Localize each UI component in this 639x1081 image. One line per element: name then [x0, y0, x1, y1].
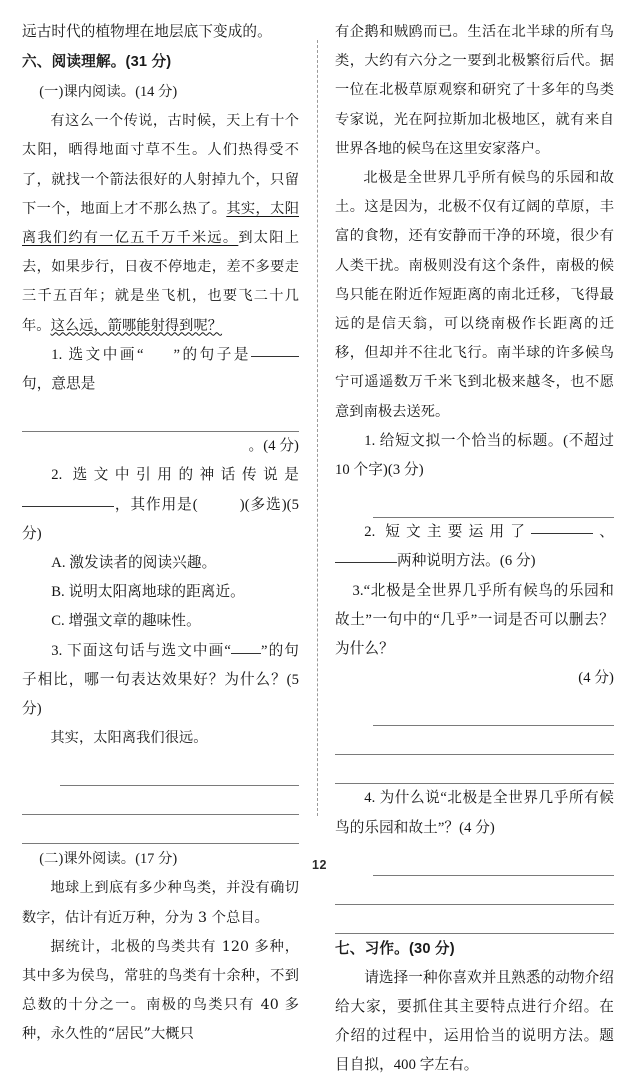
- question-2-number: 2.: [51, 467, 63, 484]
- question-2-text-after: ，其作用是(: [114, 496, 198, 513]
- question-2: [22, 461, 299, 549]
- section-heading-seven: 七、习作。(30 分): [335, 940, 455, 957]
- question-3-text-after: ”的句子相比，哪一句表达效果好？为什么？(5 分): [22, 642, 299, 718]
- question-2-blank-1[interactable]: [22, 506, 114, 507]
- question-3-quoted-sentence: 其实，太阳离我们很远。: [50, 730, 208, 747]
- two-column-body: [0, 18, 639, 1074]
- question-1: [22, 341, 299, 399]
- answer-line[interactable]: [335, 697, 614, 726]
- page-number: 12: [312, 858, 327, 872]
- question-2-option-c[interactable]: C. 增强文章的趣味性。: [51, 613, 201, 630]
- reading-passage-one: [22, 107, 299, 341]
- answer-line[interactable]: [22, 786, 299, 815]
- passage-solid-underline: 其实，太阳离我们约有一亿五千万千米远。: [22, 200, 299, 247]
- question-1-text-before: 选文中画“: [68, 346, 144, 363]
- question-1-number: 1.: [51, 346, 63, 363]
- answer-line[interactable]: [335, 726, 614, 755]
- right-question-2: [335, 518, 614, 576]
- answer-line[interactable]: [335, 876, 614, 905]
- section-seven-body: 请选择一种你喜欢并且熟悉的动物介绍给大家，要抓住其主要特点进行介绍。在介绍的过程中，运用恰当的说明方法。题目自拟，400 字左右。: [335, 969, 614, 1074]
- passage-wavy-underline: 这么远，箭哪能射得到呢？: [50, 317, 223, 334]
- question-1-text-mid: ”的句子是: [173, 346, 251, 363]
- solid-mark-sample: [231, 653, 261, 654]
- question-2-tail: )(多选)(5 分): [22, 496, 300, 542]
- question-1-score: 。(4 分): [248, 438, 299, 455]
- right-question-4: [335, 784, 614, 842]
- passage-text-a: 有这么一个传说，古时候，天上有十个太阳，晒得地面寸草不生。人们热得受不了，就找一个箭法很好的人射掉九个，只留下一个，地面上才不那么热了。: [22, 113, 299, 217]
- right-question-2-number: 2.: [364, 524, 376, 541]
- subsection-heading-two: (二)课外阅读。(17 分): [39, 851, 178, 868]
- answer-line[interactable]: [335, 489, 614, 518]
- right-question-1-text: 给短文拟一个恰当的标题。(不超过 10 个字)(3 分): [335, 432, 615, 479]
- question-1-text-after: 句，意思是: [22, 376, 96, 393]
- right-question-2-text-after: 两种说明方法。(6 分): [397, 553, 536, 570]
- passage-text-b: 到太阳上去，如果步行，日夜不停地走，差不多要走三千五百年；就是坐飞机，也要飞二十几年。: [22, 230, 299, 334]
- reading-passage-two-para-3: 有企鹅和贼鸥而已。生活在北半球的所有鸟类，大约有六分之一要到北极繁衍后代。据一位在北极草原观察和研究了十多年的鸟类专家说，光在阿拉斯加北极地区，就有来自世界各地的候鸟在这里安家落户。: [335, 24, 614, 157]
- question-2-option-a[interactable]: A. 激发读者的阅读兴趣。: [51, 555, 217, 572]
- column-divider: [317, 40, 318, 816]
- question-1-answer-lines: [22, 403, 299, 432]
- right-question-4-number: 4.: [364, 790, 376, 807]
- question-1-blank-1[interactable]: [251, 356, 299, 357]
- question-3-answer-lines: [22, 757, 299, 844]
- answer-line[interactable]: [335, 905, 614, 934]
- subsection-heading-one: (一)课内阅读。(14 分): [39, 84, 178, 101]
- answer-line[interactable]: [22, 403, 299, 432]
- right-question-3-score: (4 分): [578, 670, 614, 687]
- answer-line[interactable]: [335, 755, 614, 784]
- answer-line[interactable]: [22, 757, 299, 786]
- left-column: [0, 18, 317, 1043]
- question-2-option-b[interactable]: B. 说明太阳离地球的距离近。: [51, 584, 245, 601]
- right-question-2-blank-2[interactable]: [335, 562, 397, 563]
- right-question-3: [335, 577, 614, 665]
- section-heading-six: 六、阅读理解。(31 分): [22, 54, 172, 71]
- question-3-number: 3.: [51, 642, 63, 659]
- right-question-4-text: 为什么说“北极是全世界几乎所有候鸟的乐园和故土”？(4 分): [335, 790, 614, 836]
- right-question-3-number: 3.: [352, 582, 364, 599]
- right-question-2-blank-1[interactable]: [531, 533, 593, 534]
- question-3: [22, 637, 299, 725]
- right-question-2-separator: 、: [593, 524, 614, 541]
- right-question-1-number: 1.: [364, 432, 376, 449]
- question-2-text: 选文中引用的神话传说是: [72, 467, 299, 484]
- question-3-text-before: 下面这句话与选文中画“: [67, 642, 231, 659]
- right-question-1: [335, 427, 614, 485]
- right-question-1-answer-lines: [335, 489, 614, 518]
- right-question-2-text-before: 短文主要运用了: [385, 524, 532, 541]
- reading-passage-two-para-2: 据统计，北极的鸟类共有 120 多种，其中多为侯鸟，常驻的鸟类有十余种，不到总数的十分之一。南极的鸟类只有 40 多种，永久性的“居民”大概只: [22, 938, 299, 1043]
- reading-passage-two-para-1: 地球上到底有多少种鸟类，并没有确切数字，估计有近万种，分为 3 个总目。: [22, 880, 299, 926]
- right-question-3-answer-lines: [335, 697, 614, 784]
- carryover-text: 远古时代的植物埋在地层底下变成的。: [22, 24, 272, 40]
- wavy-mark-sample: [144, 341, 174, 370]
- answer-line[interactable]: [22, 815, 299, 844]
- reading-passage-two-para-4: 北极是全世界几乎所有候鸟的乐园和故土。这是因为，北极不仅有辽阔的草原，丰富的食物，还有安静而干净的环境，很少有人类干扰。南极则没有这个条件，南极的候鸟只能在附近作短距离的南北迁移，飞得最远的是信天翁，可以绕南极作长距离的迁移，但却并不往北飞行。南半球的许多候鸟宁可遥遥数万千米飞到北极来越冬，也不愿意到南极去送死。: [335, 170, 614, 420]
- right-question-3-text: “北极是全世界几乎所有候鸟的乐园和故土”一句中的“几乎”一词是否可以删去？为什么？: [335, 582, 614, 658]
